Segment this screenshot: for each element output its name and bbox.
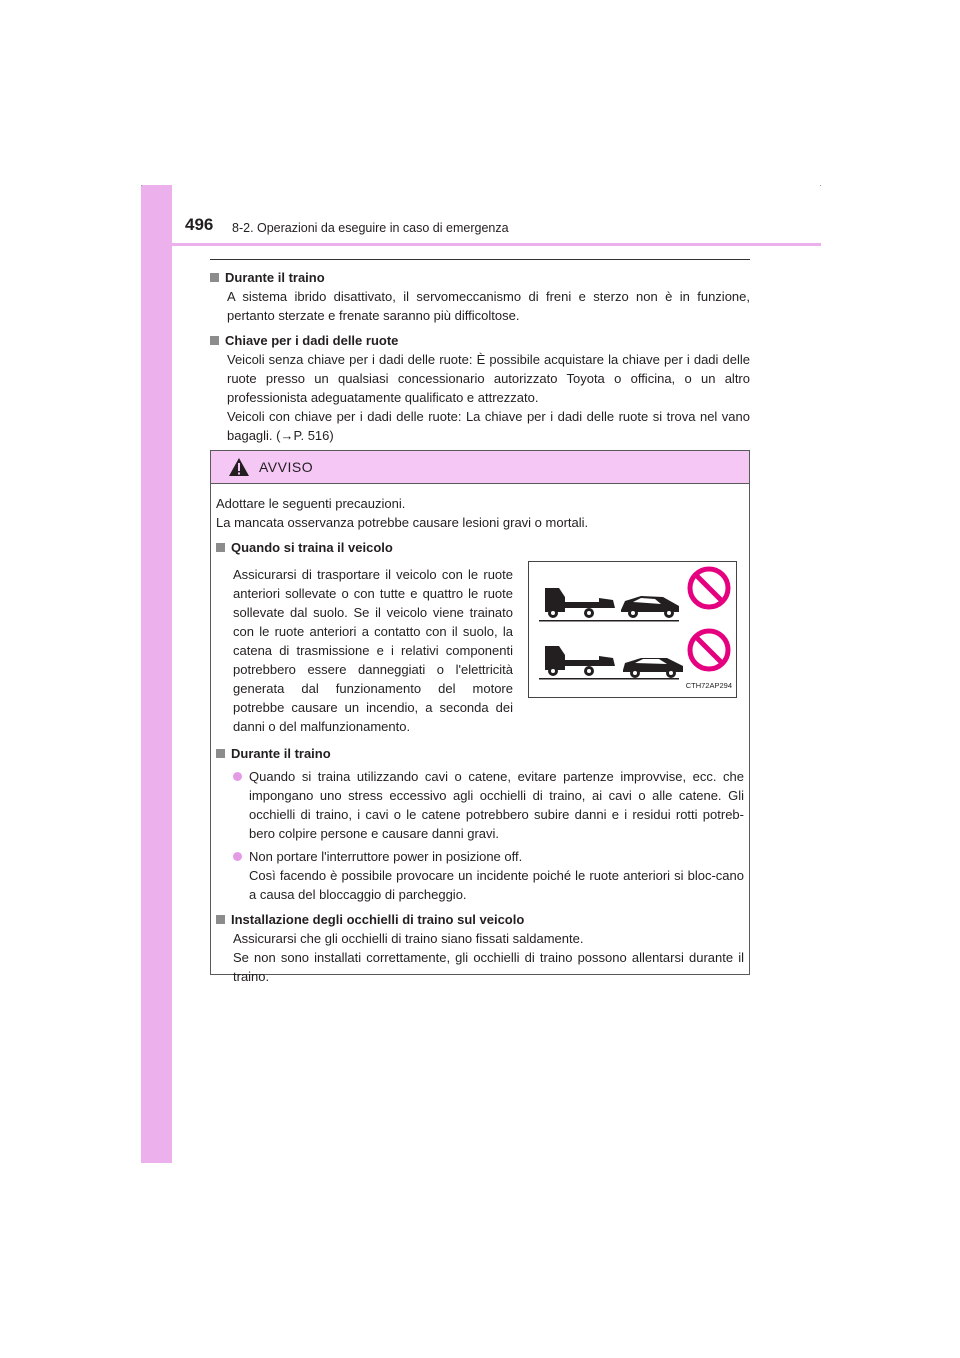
section-heading: Durante il traino <box>210 268 750 287</box>
warning-item-heading: Installazione degli occhielli di traino sul veicolo <box>216 910 744 929</box>
warning-box <box>210 450 750 984</box>
warning-item-heading: Durante il traino <box>216 744 744 763</box>
section-paragraph: Veicoli senza chiave per i dadi delle ruote: È possibile acquistare la chiave per i dadi delle ruote presso un qualsiasi concessionario autorizzato Toyota o officina, o un altro professionista adeguatamente qualificato e attrezzato. <box>227 352 750 405</box>
warning-item-towing <box>216 559 744 736</box>
figure-caption: CTH72AP294 <box>685 681 732 690</box>
content-rule <box>210 259 750 260</box>
bullet-dot-icon <box>233 772 242 781</box>
warning-intro-line: Adottare le seguenti precauzioni. <box>216 496 406 511</box>
square-bullet-icon <box>216 915 225 924</box>
section-paragraph: A sistema ibrido disattivato, il servomeccanismo di freni e sterzo non è in funzione, pertanto sterzate e frenate saranno più difficoltose. <box>227 289 750 323</box>
warning-body <box>211 484 749 986</box>
warning-item-text: Assicurarsi di trasportare il veicolo con le ruote anteriori sollevate o con tutte e quattro le ruote sollevate dal suolo. Se il veicolo viene trainato con le ruote anteriori a contatto con il suolo, la catena di trasmissione e i relativi componenti potrebbero essere danneggiati o l'elettricità generata dal funzionamento del motore potrebbe causare un incendio, a seconda dei danni o del malfunzionamento. <box>233 567 513 734</box>
prohibited-icon <box>690 569 728 607</box>
section-wheel-lock <box>210 331 750 445</box>
warning-item-heading: Quando si traina il veicolo <box>216 538 744 557</box>
side-tab-strip <box>141 185 172 1163</box>
bullet-dot-icon <box>233 852 242 861</box>
header-rule <box>141 243 821 246</box>
warning-triangle-icon <box>228 457 250 477</box>
prohibited-icon <box>690 631 728 669</box>
warning-intro-line: La mancata osservanza potrebbe causare lesioni gravi o mortali. <box>216 515 589 530</box>
warning-item-text: Assicurarsi che gli occhielli di traino siano fissati saldamente. Se non sono installati correttamente, gli occhielli di traino possono allentarsi durante il traino. <box>233 931 744 984</box>
square-bullet-icon <box>216 749 225 758</box>
warning-bullet <box>233 847 744 904</box>
page-number: 496 <box>185 215 214 234</box>
square-bullet-icon <box>216 543 225 552</box>
bullet-text: Non portare l'interruttore power in posizione off. Così facendo è possibile provocare un incidente poiché le ruote anteriori si bloc-cano a causa del bloccaggio di parcheggio. <box>249 849 744 902</box>
warning-header <box>211 451 749 484</box>
crop-mark <box>820 185 821 186</box>
towing-illustration <box>528 561 737 698</box>
section-towing <box>210 268 750 325</box>
section-paragraph: Veicoli con chiave per i dadi delle ruote: La chiave per i dadi delle ruote si trova nel vano bagagli. (→P. 516) <box>227 409 750 443</box>
crop-mark <box>141 185 142 186</box>
section-heading: Chiave per i dadi delle ruote <box>210 331 750 350</box>
square-bullet-icon <box>210 336 219 345</box>
square-bullet-icon <box>210 273 219 282</box>
section-title: 8-2. Operazioni da eseguire in caso di emergenza <box>232 221 509 235</box>
warning-label: AVVISO <box>259 459 314 475</box>
warning-bullet <box>233 767 744 843</box>
bullet-text: Quando si traina utilizzando cavi o catene, evitare partenze improvvise, ecc. che impongano uno stress eccessivo agli occhielli di traino, ai cavi o alle catene. Gli occhielli di traino, i cavi o le catene potrebbero subire danni e i residui rotti potreb-bero colpire persone e causare danni gravi. <box>249 769 744 841</box>
